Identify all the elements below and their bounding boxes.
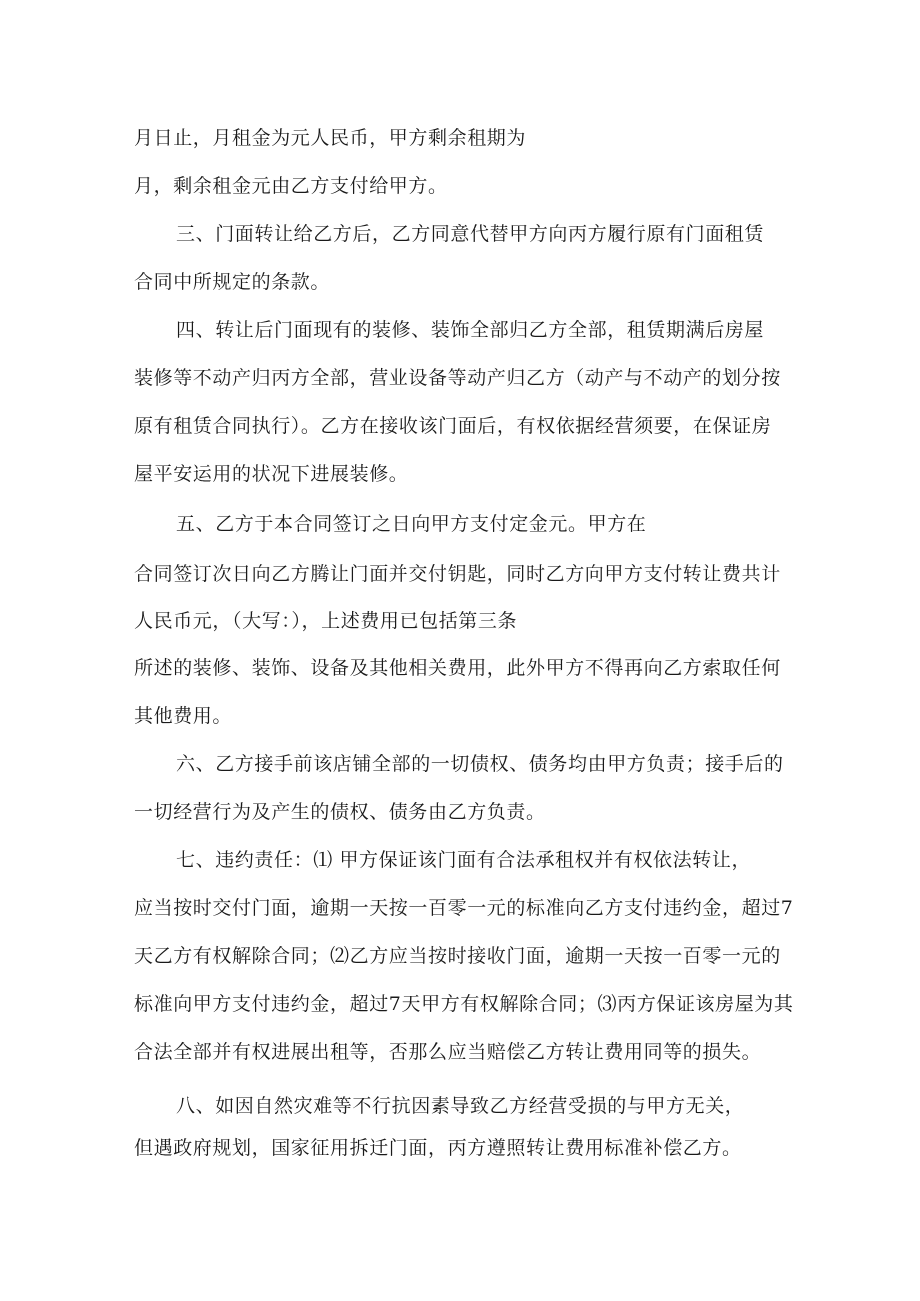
text-line: 原有租赁合同执行）。乙方在接收该门面后，有权依据经营须要，在保证房 — [134, 415, 772, 437]
text-line: 装修等不动产归丙方全部，营业设备等动产归乙方（动产与不动产的划分按 — [134, 367, 781, 389]
text-line: 其他费用。 — [134, 705, 233, 727]
text-line: 应当按时交付门面，逾期一天按一百零一元的标准向乙方支付违约金，超过7 — [134, 897, 794, 919]
clause-4-line: 四、转让后门面现有的装修、装饰全部归乙方全部，租赁期满后房屋 — [176, 319, 765, 341]
text-line: 但遇政府规划，国家征用拆迁门面，丙方遵照转让费用标准补偿乙方。 — [134, 1137, 742, 1159]
text-line: 天乙方有权解除合同；⑵乙方应当按时接收门面，逾期一天按一百零一元的 — [134, 945, 781, 967]
text-line: 屋平安运用的状况下进展装修。 — [134, 463, 409, 485]
clause-6-line: 六、乙方接手前该店铺全部的一切债权、债务均由甲方负责；接手后的 — [176, 753, 784, 775]
text-line: 一切经营行为及产生的债权、债务由乙方负责。 — [134, 801, 546, 823]
text-line: 月，剩余租金元由乙方支付给甲方。 — [134, 175, 448, 197]
text-line: 月日止，月租金为元人民币，甲方剩余租期为 — [134, 127, 527, 149]
text-line: 合同签订次日向乙方腾让门面并交付钥匙，同时乙方向甲方支付转让费共计 — [134, 563, 781, 585]
clause-3-line: 三、门面转让给乙方后，乙方同意代替甲方向丙方履行原有门面租赁 — [176, 223, 765, 245]
clause-5-line: 五、乙方于本合同签订之日向甲方支付定金元。甲方在 — [176, 513, 647, 535]
text-line: 人民币元，（大写：），上述费用已包括第三条 — [134, 610, 518, 632]
clause-8-line: 八、如因自然灾难等不行抗因素导致乙方经营受损的与甲方无关， — [176, 1095, 745, 1117]
text-line: 标准向甲方支付违约金，超过7天甲方有权解除合同；⑶丙方保证该房屋为其 — [134, 993, 794, 1015]
text-line: 合同中所规定的条款。 — [134, 271, 331, 293]
clause-7-line: 七、违约责任：⑴ 甲方保证该门面有合法承租权并有权依法转让， — [176, 849, 752, 871]
text-line: 合法全部并有权进展出租等，否那么应当赔偿乙方转让费用同等的损失。 — [134, 1041, 762, 1063]
text-line: 所述的装修、装饰、设备及其他相关费用，此外甲方不得再向乙方索取任何 — [134, 657, 781, 679]
